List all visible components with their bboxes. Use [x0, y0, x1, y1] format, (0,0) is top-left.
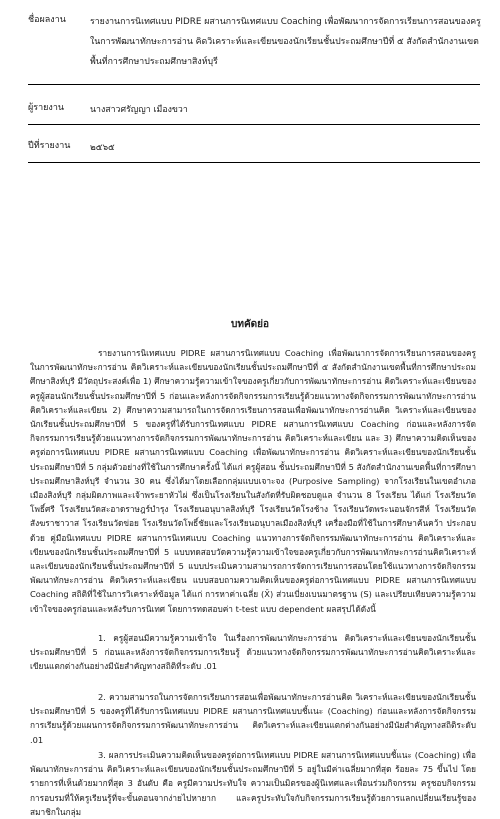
- abstract-heading: บทคัดย่อ: [231, 319, 269, 330]
- divider-1: [28, 84, 480, 85]
- abstract-intro: รายงานการนิเทศแบบ PIDRE ผสานการนิเทศแบบ Coaching เพื่อพัฒนาการจัดการเรียนการสอนของครู ในการพัฒนาทักษะการอ่าน คิดวิเคราะห์และเขียนของนักเรียนชั้นประถมศึกษาปีที่ ๕ สังกัดสำนักงานเขตพื้นที่การศึกษาประถมศึกษาสิงห์บุรี มีวัตถุประสงค์เพื่อ 1) ศึกษาความรู้ความเข้าใจของครูเกี่ยวกับการพัฒนาทักษะการอ่าน คิดวิเคราะห์และเขียนของครูผู้สอนนักเรียนชั้นประถมศึกษาปีที่ 5 ก่อนและหลังการจัดกิจกรรมการเรียนรู้ด้วยแนวทางจัดกิจกรรมการพัฒนาทักษะการอ่าน คิดวิเคราะห์และเขียน 2) ศึกษาความสามารถในการจัดการเรียนการสอนเพื่อพัฒนาทักษะการอ่านคิด วิเคราะห์และเขียนของนักเรียนชั้นประถมศึกษาปีที่ 5 ของครูที่ได้รับการนิเทศแบบ PIDRE ผสานการนิเทศแบบ Coaching ก่อนและหลังการจัดกิจกรรมการเรียนรู้ด้วยแนวทางการจัดกิจกรรมการพัฒนาทักษะการอ่าน คิดวิเคราะห์และเขียน และ 3) ศึกษาความคิดเห็นของครูต่อการนิเทศแบบ PIDRE ผสานการนิเทศแบบ Coaching เพื่อพัฒนาทักษะการอ่าน คิดวิเคราะห์และเขียนของนักเรียนชั้นประถมศึกษาปีที่ 5 กลุ่มตัวอย่างที่ใช้ในการศึกษาครั้งนี้ ได้แก่ ครูผู้สอน ชั้นประถมศึกษาปีที่ 5 สังกัดสำนักงานเขตพื้นที่การศึกษาประถมศึกษาสิงห์บุรี จำนวน 30 คน ซึ่งได้มาโดยเลือกกลุ่มแบบเจาะจง (Purposive Sampling) จากโรงเรียนในเขตอำเภอเมืองสิงห์บุรี กลุ่มผิดภาพและเจ้าพระยาหัวไผ่ ซึ่งเป็นโรงเรียนในสังกัดที่รับผิดชอบดูแล จำนวน 8 โรงเรียน ได้แก่ โรงเรียนวัดโพธิ์ศรี โรงเรียนวัดสะอาดราษฎร์บำรุง โรงเรียนอนุบาลสิงห์บุรี โรงเรียนวัดโรงช้าง โรงเรียนวัดพระนอนจักรสีห์ โรงเรียนวัดสังฆราชาวาส โรงเรียนวัดข่อย โรงเรียนวัดโพธิ์ชัยและโรงเรียนอนุบาลเมืองสิงห์บุรี เครื่องมือที่ใช้ในการศึกษาค้นคว้า ประกอบด้วย คู่มือนิเทศแบบ PIDRE ผสานการนิเทศแบบ Coaching แนวทางการจัดกิจกรรมพัฒนาทักษะการอ่าน คิดวิเคราะห์และเขียนของนักเรียนชั้นประถมศึกษาปีที่ 5 แบบทดสอบวัดความรู้ความเข้าใจของครูเกี่ยวกับการพัฒนาทักษะการอ่านคิดวิเคราะห์และเขียนของนักเรียนชั้นประถมศึกษาปีที่ 5 แบบประเมินความสามารถการจัดการเรียนการสอนโดยใช้แนวทางการจัดกิจกรรมพัฒนาทักษะการอ่าน คิดวิเคราะห์และเขียน แบบสอบถามความคิดเห็นของครูต่อการนิเทศแบบ PIDRE ผสานการนิเทศแบบ Coaching สถิติที่ใช้ในการวิเคราะห์ข้อมูล ได้แก่ การหาค่าเฉลี่ย (X̄) ส่วนเบี่ยงเบนมาตรฐาน (S) และเปรียบเทียบความรู้ความเข้าใจของครูก่อนและหลังรับการนิเทศ โดยการทดสอบค่า t-test แบบ dependent ผลสรุปได้ดังนี้: [30, 348, 476, 614]
- report-year: ๒๕๖๕: [90, 143, 115, 153]
- year-label: ปีที่รายงาน: [28, 141, 71, 151]
- finding-2: 2. ความสามารถในการจัดการเรียนการสอนเพื่อพัฒนาทักษะการอ่านคิด วิเคราะห์และเขียนของนักเรียนชั้นประถมศึกษาปีที่ 5 ของครูที่ได้รับการนิเทศแบบ PIDRE ผสานการนิเทศแบบชี้แนะ (Coaching) ก่อนและหลังการจัดกิจกรรมการเรียนรู้ด้วยแผนการจัดกิจกรรมการพัฒนาทักษะการอ่าน คิดวิเคราะห์และเขียนแตกต่างกันอย่างมีนัยสำคัญทางสถิติระดับ .01: [30, 692, 476, 745]
- title-label: ชื่อผลงาน: [28, 15, 66, 25]
- divider-3: [28, 162, 480, 163]
- reporter-name: นางสาวศรัญญา เมืองขวา: [90, 105, 188, 115]
- report-title: รายงานการนิเทศแบบ PIDRE ผสานการนิเทศแบบ Coaching เพื่อพัฒนาการจัดการเรียนการสอนของครู ในการพัฒนาทักษะการอ่าน คิดวิเคราะห์และเขียนของนักเรียนชั้นประถมศึกษาปีที่ ๕ สังกัดสำนักงานเขตพื้นที่การศึกษาประถมศึกษาสิงห์บุรี: [90, 17, 481, 67]
- finding-1: 1. ครูผู้สอนมีความรู้ความเข้าใจ ในเรื่องการพัฒนาทักษะการอ่าน คิดวิเคราะห์และเขียนของนักเรียนชั้นประถมศึกษาปีที่ 5 ก่อนและหลังการจัดกิจกรรมการเรียนรู้ ด้วยแนวทางจัดกิจกรรมการพัฒนาทักษะการอ่านคิดวิเคราะห์และเขียนแตกต่างกันอย่างมีนัยสำคัญทางสถิติที่ระดับ .01: [30, 633, 476, 672]
- finding-3: 3. ผลการประเมินความคิดเห็นของครูต่อการนิเทศแบบ PIDRE ผสานการนิเทศแบบชี้แนะ (Coaching) เพื่อพัฒนาทักษะการอ่าน คิดวิเคราะห์และเขียนของนักเรียนชั้นประถมศึกษาปีที่ 5 อยู่ในมีค่าเฉลี่ยมากที่สุด ร้อยละ 75 ขึ้นไป โดยรายการที่เห็นด้วยมากที่สุด 3 อันดับ คือ ครูมีความประทับใจ ความเป็นมิตรของผู้นิเทศและเพื่อนร่วมกิจกรรม ครูชอบกิจกรรมการอบรมที่ให้ครูเรียนรู้ที่จะขั้นตอนจากง่ายไปหายาก และครูประทับใจกับกิจกรรมการเรียนรู้ด้วยการแลกเปลี่ยนเรียนรู้ของสมาชิกในกลุ่ม: [30, 750, 476, 817]
- divider-2: [28, 124, 480, 125]
- reporter-label: ผู้รายงาน: [28, 103, 65, 113]
